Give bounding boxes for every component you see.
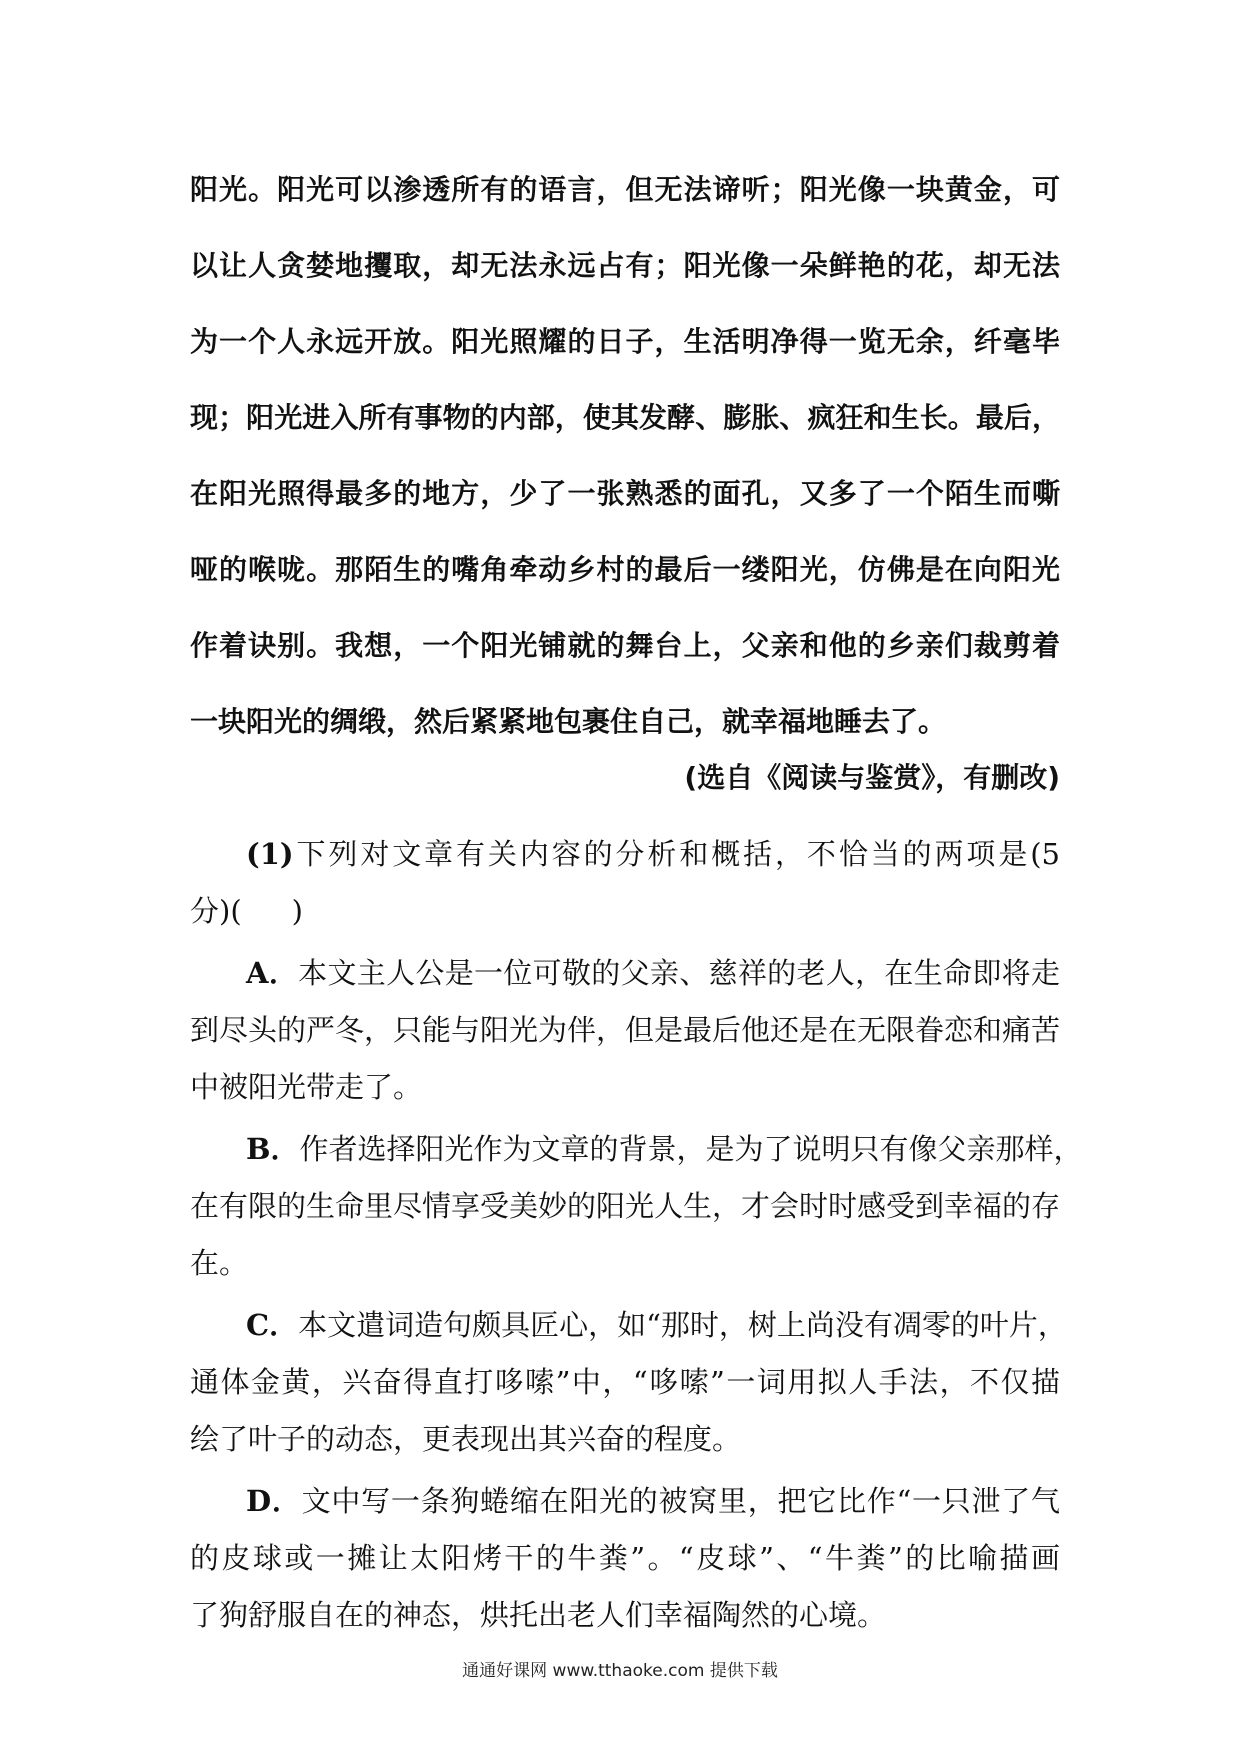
passage-source: (选自《阅读与鉴赏》，有删改) (684, 761, 1060, 794)
question-stem-text: 下列对文章有关内容的分析和概括，不恰当的两项是(5 (293, 837, 1060, 871)
passage-text (190, 152, 1060, 760)
option-d (190, 1473, 1060, 1530)
passage-line: 阳光。阳光可以渗透所有的语言，但无法谛听；阳光像一块黄金，可 (190, 173, 1060, 206)
option-text: 文中写一条狗蜷缩在阳光的被窝里，把它比作“一只泄了气 (301, 1484, 1061, 1518)
option-label: D． (246, 1484, 302, 1518)
passage-line: 在阳光照得最多的地方，少了一张熟悉的面孔，又多了一个陌生而嘶 (190, 477, 1060, 510)
option-text: 中被阳光带走了。 (190, 1070, 423, 1104)
question-stem-prefix: 分)( (190, 894, 242, 928)
question-stem (190, 826, 1060, 883)
question-stem-suffix: ) (291, 894, 303, 928)
question-block (190, 826, 1083, 1644)
option-text: 在。 (190, 1246, 249, 1280)
option-text: 作者选择阳光作为文章的背景，是为了说明只有像父亲那样， (299, 1132, 1083, 1166)
option-label: C． (246, 1308, 299, 1342)
option-text: 本文遣词造句颇具匠心，如“那时，树上尚没有凋零的叶片， (298, 1308, 1067, 1342)
passage-line: 哑的喉咙。那陌生的嘴角牵动乡村的最后一缕阳光，仿佛是在向阳光 (190, 553, 1060, 586)
question-number: (1) (246, 837, 294, 871)
passage-line: 为一个人永远开放。阳光照耀的日子，生活明净得一览无余，纤毫毕 (190, 325, 1060, 358)
passage-line: 作着诀别。我想，一个阳光铺就的舞台上，父亲和他的乡亲们裁剪着 (190, 629, 1060, 662)
option-a (190, 945, 1060, 1002)
passage-line: 以让人贪婪地攫取，却无法永远占有；阳光像一朵鲜艳的花，却无法 (190, 249, 1060, 282)
option-text: 本文主人公是一位可敬的父亲、慈祥的老人，在生命即将走 (298, 956, 1060, 990)
question-stem-continued (190, 883, 1060, 940)
option-text: 通体金黄，兴奋得直打哆嗦”中，“哆嗦”一词用拟人手法，不仅描 (190, 1365, 1060, 1399)
option-text: 绘了叶子的动态，更表现出其兴奋的程度。 (190, 1422, 742, 1456)
option-label: A． (246, 956, 299, 990)
passage-line: 现；阳光进入所有事物的内部，使其发酵、膨胀、疯狂和生长。最后， (190, 401, 1060, 434)
option-text: 了狗舒服自在的神态，烘托出老人们幸福陶然的心境。 (190, 1598, 887, 1632)
option-text: 到尽头的严冬，只能与阳光为伴，但是最后他还是在无限眷恋和痛苦 (190, 1013, 1061, 1047)
footer-credit: 通通好课网 www.tthaoke.com 提供下载 (462, 1661, 778, 1681)
passage-line: 一块阳光的绸缎，然后紧紧地包裹住自己，就幸福地睡去了。 (190, 705, 947, 738)
option-label: B． (246, 1132, 300, 1166)
option-b (190, 1121, 1083, 1178)
option-text: 在有限的生命里尽情享受美妙的阳光人生，才会时时感受到幸福的存 (190, 1189, 1061, 1223)
option-text: 的皮球或一摊让太阳烤干的牛粪”。“皮球”、“牛粪”的比喻描画 (190, 1541, 1060, 1575)
option-c (190, 1297, 1067, 1354)
